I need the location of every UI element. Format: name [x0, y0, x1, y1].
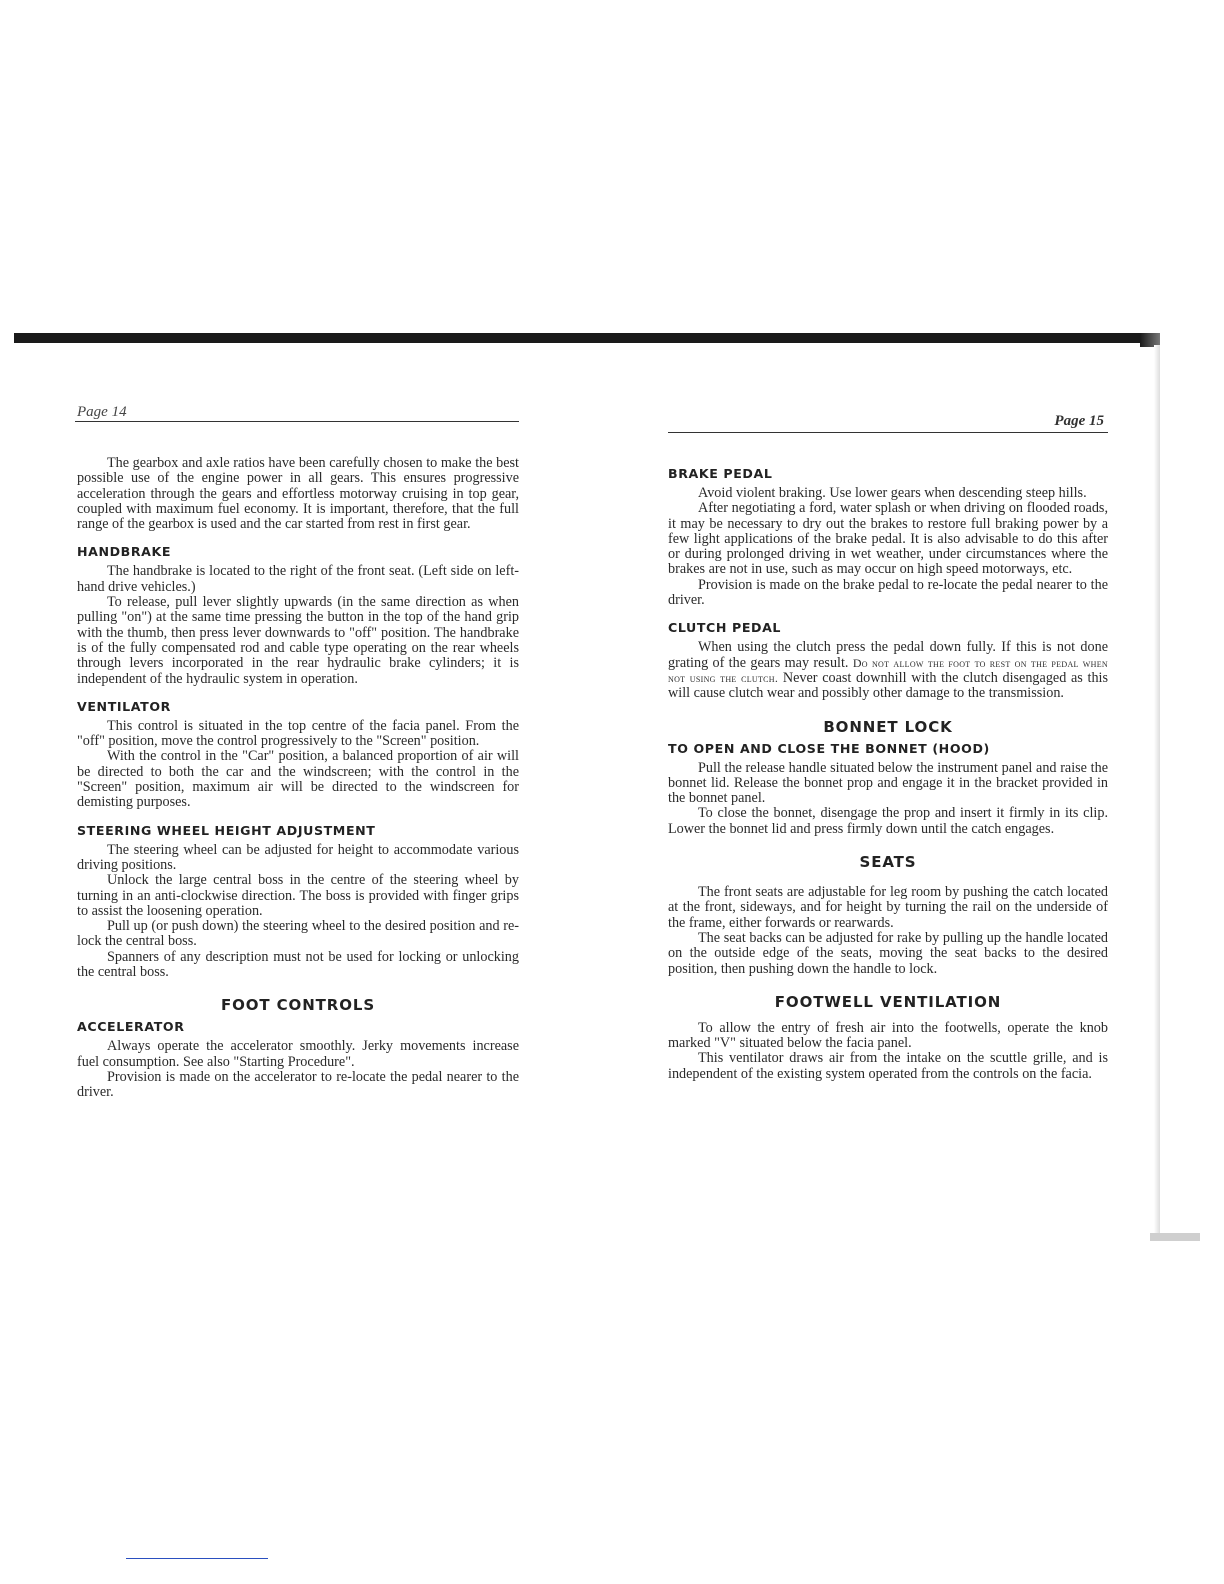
- page-spine-shadow: [1154, 345, 1160, 1235]
- footwell-heading: FOOTWELL VENTILATION: [774, 992, 1002, 1011]
- steering-paragraph-4: Spanners of any description must not be used for locking or unlocking the central boss.: [77, 948, 519, 981]
- bonnet-paragraph-2: To close the bonnet, disengage the prop and insert it firmly in its clip. Lower the bonnet lid and press firmly down until the catch engages.: [668, 805, 1108, 837]
- clutch-text-end: Never coast downhill with the clutch disengaged as this will cause clutch wear and possibly other damage to the transmission.: [668, 669, 1109, 702]
- left-page: [77, 404, 519, 1101]
- ventilator-paragraph-1: This control is situated in the top centre of the facia panel. From the "off" position, move the control progressively to the "Screen" position.: [77, 717, 519, 750]
- header-rule-right: [668, 432, 1108, 433]
- steering-heading: STEERING WHEEL HEIGHT ADJUSTMENT: [77, 822, 376, 838]
- page-number-left: Page 14: [77, 404, 127, 420]
- clutch-pedal-paragraph: [668, 640, 1108, 701]
- brake-pedal-paragraph-2: After negotiating a ford, water splash or when driving on flooded roads, it may be necessary to dry out the brakes to restore full braking power by a few light applications of the brake pedal. It is also advisable to do this after or during prolonged driving in wet weather, under circumstances where the brakes are not in use, such as may occur on high speed motorways, etc.: [668, 500, 1108, 578]
- accelerator-paragraph-2: Provision is made on the accelerator to re-locate the pedal nearer to the driver.: [77, 1068, 519, 1101]
- footwell-paragraph-1: To allow the entry of fresh air into the footwells, operate the knob marked "V" situated below the facia panel.: [668, 1019, 1108, 1052]
- bonnet-paragraph-1: Pull the release handle situated below the instrument panel and raise the bonnet lid. Release the bonnet prop and engage it in the bracket provided in the bonnet panel.: [668, 759, 1108, 807]
- page-spine-edge: [1150, 1233, 1200, 1241]
- header-rule-left: [75, 421, 519, 422]
- handbrake-heading: HANDBRAKE: [77, 544, 172, 560]
- seats-paragraph-1: The front seats are adjustable for leg room by pushing the catch located at the front, sideways, and for height by turning the rail on the underside of the frame, either forwards or rearwards.: [668, 884, 1108, 931]
- ventilator-paragraph-2: With the control in the "Car" position, a balanced proportion of air will be directed to both the car and the windscreen; with the control in the "Screen" position, maximum air will be directed to the windscreen for demisting purposes.: [77, 748, 519, 811]
- seats-paragraph-2: The seat backs can be adjusted for rake by pulling up the handle located on the outside edge of the seats, moving the seat backs to the desired position, then pushing down the handle to lock.: [668, 929, 1108, 977]
- brake-pedal-paragraph-1: Avoid violent braking. Use lower gears when descending steep hills.: [698, 485, 1087, 501]
- clutch-warning-caps: Do not allow the foot to rest on the pedal when not using the clutch.: [668, 655, 1108, 685]
- right-page: [668, 413, 1108, 1082]
- clutch-text-start: When using the clutch press the pedal down fully. If this is not done grating of the gears may result.: [668, 639, 1108, 671]
- brake-pedal-heading: BRAKE PEDAL: [668, 466, 773, 481]
- top-edge-bar: [14, 333, 1160, 343]
- intro-paragraph: The gearbox and axle ratios have been carefully chosen to make the best possible use of the engine power in all gears. This ensures progressive acceleration through the gears and effortless motorway cruising in top gear, coupled with maximum fuel economy. It is important, therefore, that the full range of the gearbox is used and the car started from rest in first gear.: [77, 455, 519, 533]
- footwell-paragraph-2: This ventilator draws air from the intake on the scuttle grille, and is independent of the existing system operated from the controls on the facia.: [668, 1050, 1108, 1082]
- accelerator-heading: ACCELERATOR: [77, 1019, 185, 1035]
- accelerator-paragraph-1: Always operate the accelerator smoothly. Jerky movements increase fuel consumption. See also "Starting Procedure".: [77, 1038, 519, 1070]
- ventilator-heading: VENTILATOR: [77, 698, 171, 714]
- foot-controls-heading: FOOT CONTROLS: [220, 996, 376, 1015]
- seats-heading: SEATS: [859, 853, 917, 872]
- steering-paragraph-3: Pull up (or push down) the steering wheel to the desired position and re-lock the central boss.: [77, 918, 519, 950]
- handbrake-paragraph-1: The handbrake is located to the right of the front seat. (Left side on left-hand drive vehicles.): [77, 563, 519, 595]
- page-number-right: Page 15: [1054, 413, 1104, 429]
- bonnet-lock-heading: BONNET LOCK: [823, 717, 953, 736]
- clutch-pedal-heading: CLUTCH PEDAL: [668, 620, 782, 636]
- steering-paragraph-1: The steering wheel can be adjusted for height to accommodate various driving positions.: [77, 841, 519, 873]
- bottom-underline: [126, 1558, 268, 1559]
- handbrake-paragraph-2: To release, pull lever slightly upwards (in the same direction as when pulling "on") at the same time pressing the button in the top of the hand grip with the thumb, then press lever downwards to "off" position. The handbrake is of the fully compensated rod and cable type operating on the rear wheels through levers incorporated in the rear hydraulic brake cylinders; it is independent of the hydraulic system in operation.: [77, 594, 519, 687]
- steering-paragraph-2: Unlock the large central boss in the centre of the steering wheel by turning in an anti-clockwise direction. The boss is provided with finger grips to assist the loosening operation.: [77, 872, 519, 919]
- bonnet-subheading: TO OPEN AND CLOSE THE BONNET (HOOD): [668, 740, 990, 756]
- brake-pedal-paragraph-3: Provision is made on the brake pedal to re-locate the pedal nearer to the driver.: [668, 576, 1108, 609]
